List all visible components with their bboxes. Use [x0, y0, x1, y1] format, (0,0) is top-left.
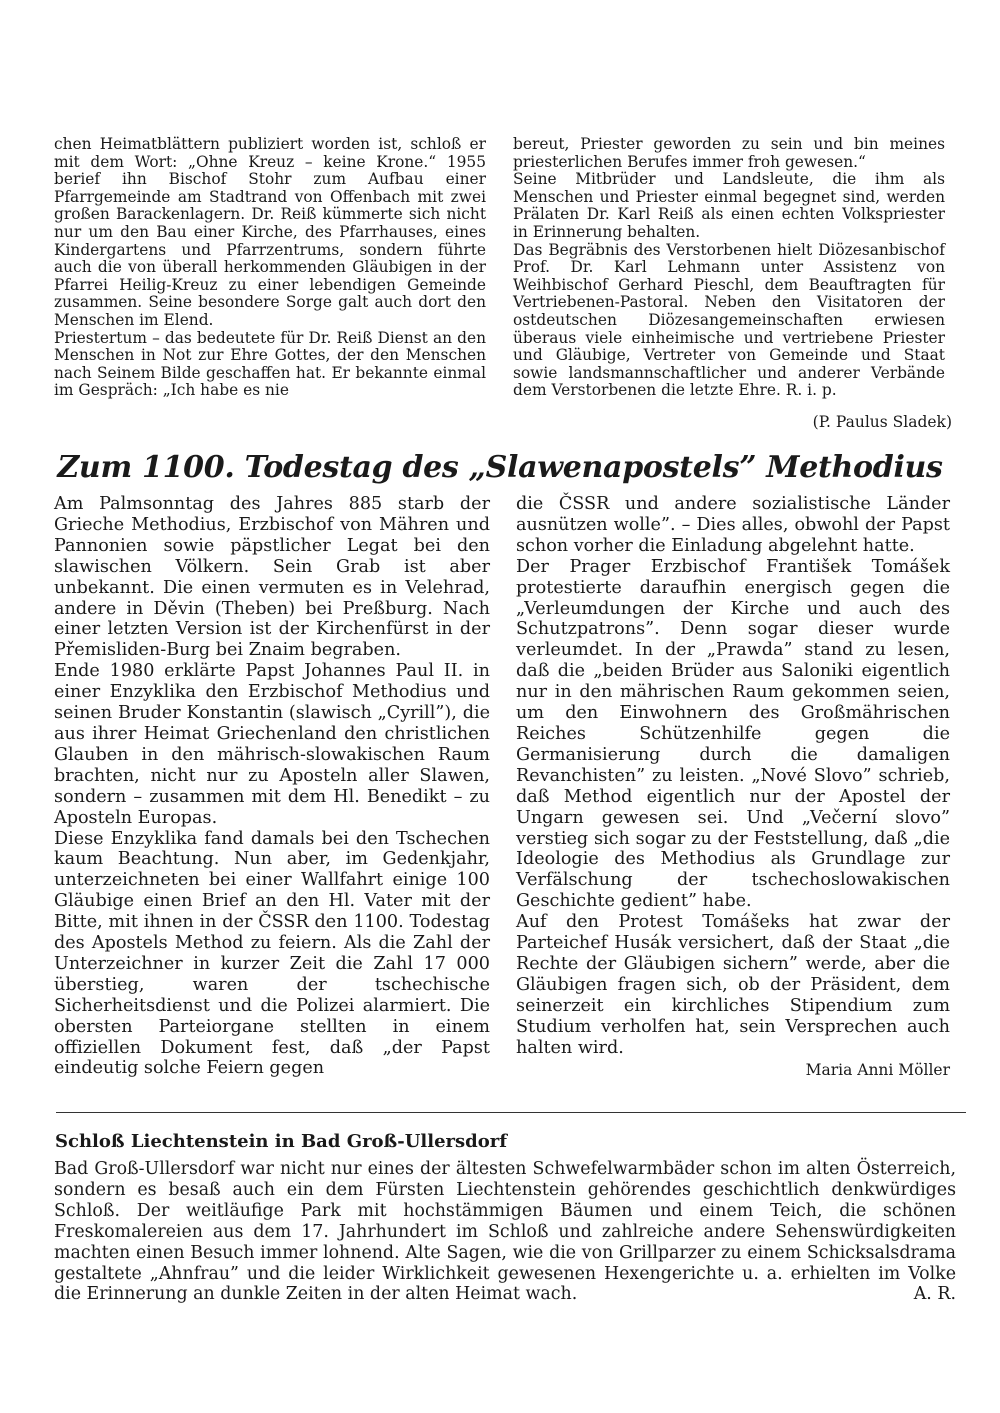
author-signature: A. R. — [913, 1284, 956, 1305]
author-signature: (P. Paulus Sladek) — [812, 413, 952, 431]
box-body-text: Bad Groß-Ullersdorf war nicht nur eines der ältesten Schwefelwarmbäder schon im alten Österreich, sondern es besaß auch ein dem Fürsten Liechtenstein gehörendes geschichtlich denkwürdiges Schloß. Der weitläufige Park mit hochstämmigen Bäumen und einem Teich, die schönen Freskomalereien aus dem 17. Jahrhundert im Schloß und zahlreiche andere Sehenswürdigkeiten machten einen Besuch immer lohnend. Alte Sagen, wie die von Grillparzer zu einem Schicksalsdrama gestaltete „Ahnfrau” und die leider Wirklichkeit gewesenen Hexengerichte u. a. erhielten im Volke die Erinnerung an dunkle Zeiten in der alten Heimat wach. — [54, 1159, 956, 1305]
paragraph: bereut, Priester geworden zu sein und bin meines priesterlichen Berufes immer froh gewesen.“ — [513, 135, 945, 171]
box-paragraph — [54, 1159, 956, 1305]
paragraph: Ende 1980 erklärte Papst Johannes Paul II. in einer Enzyklika den Erzbischof Methodius und seinen Bruder Konstantin (slawisch „Cyrill”), die aus ihrer Heimat Griechenland den christlichen Glauben in den mährisch-slowakischen Raum brachten, nicht nur zu Aposteln aller Slawen, sondern – zusammen mit dem Hl. Benedikt – zu Aposteln Europas. — [54, 661, 490, 828]
paragraph: Der Prager Erzbischof František Tomášek protestierte daraufhin energisch gegen die „Verleumdungen der Kirche und auch des Schutzpatrons”. Denn sogar dieser wurde verleumdet. In der „Prawda” stand zu lesen, daß die „beiden Brüder aus Saloniki eigentlich nur in den mährischen Raum gekommen seien, um den Einwohnern des Großmährischen Reiches Schützenhilfe gegen die Germanisierung durch die damaligen Revanchisten” zu leisten. „Nové Slovo” schrieb, daß Method eigentlich nur der Apostel der Ungarn gewesen sei. Und „Večerní slovo” verstieg sich sogar zu der Feststellung, daß „die Ideologie des Methodius als Grundlage zur Verfälschung der tschechoslowakischen Geschichte gedient” habe. — [516, 556, 950, 912]
author-signature: Maria Anni Möller — [805, 1061, 950, 1080]
box-title: Schloß Liechtenstein in Bad Groß-Ullersdorf — [55, 1131, 507, 1152]
paragraph: Priestertum – das bedeutete für Dr. Reiß Dienst an den Menschen in Not zur Ehre Gottes, der den Menschen nach Seinem Bilde geschaffen hat. Er bekannte einmal im Gespräch: „Ich habe es nie — [54, 328, 486, 400]
paragraph: Seine Mitbrüder und Landsleute, die ihm als Menschen und Priester einmal begegnet sind, werden Prälaten Dr. Karl Reiß als einen echten Volkspriester in Erinnerung behalten. — [513, 170, 945, 241]
top-left-column — [54, 136, 486, 400]
paragraph: chen Heimatblättern publiziert worden ist, schloß er mit dem Wort: „Ohne Kreuz – keine Krone.“ 1955 berief ihn Bischof Stohr zum Aufbau einer Pfarrgemeinde am Stadtrand von Offenbach mit zwei großen Barackenlagern. Dr. Reiß kümmerte sich nicht nur um den Bau einer Kirche, des Pfarrhauses, eines Kindergartens und Pfarrzentrums, sondern führte auch die von überall herkommenden Gläubigen in der Pfarrei Heilig-Kreuz zu einer lebendigen Gemeinde zusammen. Seine besondere Sorge galt auch dort den Menschen im Elend. — [54, 135, 486, 329]
paragraph: Am Palmsonntag des Jahres 885 starb der Grieche Methodius, Erzbischof von Mähren und Pannonien sowie päpstlicher Legat bei den slawischen Völkern. Sein Grab ist aber unbekannt. Die einen vermuten es in Velehrad, andere in Děvin (Theben) bei Preßburg. Nach einer letzten Version ist der Kirchenfürst in der Přemisliden-Burg bei Znaim begraben. — [54, 494, 490, 661]
top-right-column — [513, 136, 945, 400]
article-left-column — [54, 494, 490, 1079]
paragraph: die ČSSR und andere sozialistische Länder ausnützen wolle”. – Dies alles, obwohl der Papst schon vorher die Einladung abgelehnt hatte. — [516, 494, 950, 556]
section-divider — [56, 1112, 966, 1113]
article-headline: Zum 1100. Todestag des „Slawenapostels” Methodius — [57, 450, 943, 485]
paragraph: Auf den Protest Tomášeks hat zwar der Parteichef Husák versichert, daß der Staat „die Rechte der Gläubigen sichern” werde, aber die Gläubigen fragen sich, ob der Präsident, dem seinerzeit ein kirchliches Stipendium zum Studium verholfen hat, sein Versprechen auch halten wird. — [516, 912, 950, 1058]
paragraph: Das Begräbnis des Verstorbenen hielt Diözesanbischof Prof. Dr. Karl Lehmann unter Assistenz von Weihbischof Gerhard Pieschl, dem Beauftragten für Vertriebenen-Pastoral. Neben den Visitatoren der ostdeutschen Diözesangemeinschaften erwiesen überaus viele einheimische und vertriebene Priester und Gläubige, Vertreter von Gemeinde und Staat sowie landsmannschaftlicher und anderer Verbände dem Verstorbenen die letzte Ehre. R. i. p. — [513, 240, 945, 400]
article-right-column — [516, 494, 950, 1081]
paragraph: Diese Enzyklika fand damals bei den Tschechen kaum Beachtung. Nun aber, im Gedenkjahr, unterzeichneten bei einer Wallfahrt einige 100 Gläubige einen Brief an den Hl. Vater mit der Bitte, mit ihnen in der ČSSR den 1100. Todestag des Apostels Method zu feiern. Als die Zahl der Unterzeichner in kurzer Zeit die Zahl 17 000 überstieg, waren der tschechische Sicherheitsdienst und die Polizei alarmiert. Die obersten Parteiorgane stellten in einem offiziellen Dokument fest, daß „der Papst eindeutig solche Feiern gegen — [54, 828, 490, 1079]
